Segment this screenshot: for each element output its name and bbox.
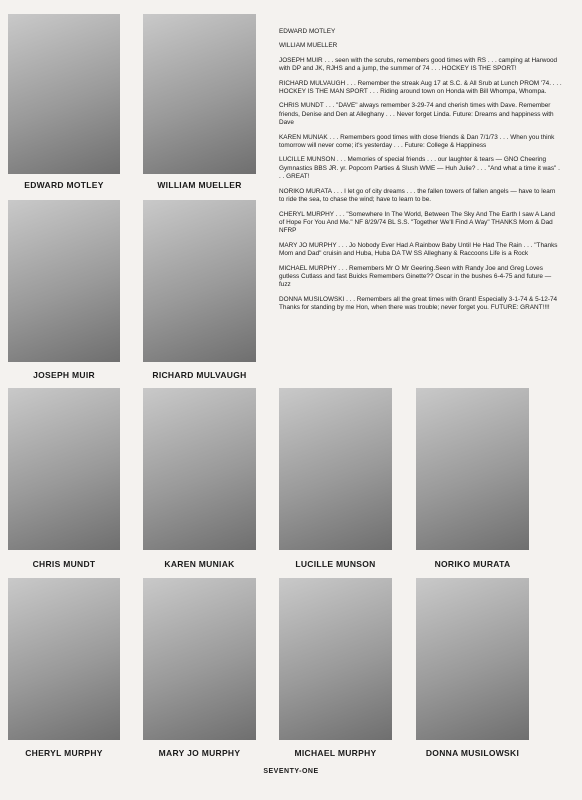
student-name: MICHAEL MURPHY bbox=[294, 748, 377, 758]
entry-name: EDWARD MOTLEY bbox=[279, 28, 336, 35]
student-name: JOSEPH MUIR bbox=[33, 370, 95, 380]
entry-text: . . . Jo Nobody Ever Had A Rainbow Baby Until He Had The Rain . . . "Thanks Mom and Dad" cruisin and Huba, Huba DA TW SS Alleghany & Raccoons Life is a Rock bbox=[279, 241, 558, 258]
student-name: RICHARD MULVAUGH bbox=[152, 370, 247, 380]
entry-text: . . . Remember the streak Aug 17 at S.C. & All Srub at Lunch PROM '74. . . . HOCKEY IS THE MAN SPORT . . . Riding around town on Honda with Bill Whompa, Whompa. bbox=[279, 79, 562, 96]
portrait-photo bbox=[416, 388, 529, 550]
entry-name: CHERYL MURPHY bbox=[279, 210, 334, 218]
write-up-entry bbox=[279, 42, 562, 50]
portrait-photo bbox=[8, 578, 120, 740]
page-number: SEVENTY-ONE bbox=[263, 768, 319, 775]
entry-text: . . . I let go of city dreams . . . the fallen towers of fallen angels — have to learn to ride the sea, to chase the wind; have to learn to be. bbox=[279, 187, 556, 204]
student-name: MARY JO MURPHY bbox=[158, 748, 241, 758]
entry-name: DONNA MUSILOWSKI bbox=[279, 295, 345, 303]
entry-text: . . . Remembers Mr O Mr Geering.Seen with Randy Joe and Greg Loves gutless Cutlass and fast Buicks Remembers Ginette?? Oscar in the bushes 6-4-75 and future — fuzz bbox=[279, 264, 552, 289]
senior-write-ups bbox=[279, 28, 562, 319]
entry-text: . . . Remembers all the great times with Grant! Especially 3-1-74 & 5-12-74 Thanks for standing by me Hon, when there was trouble; never forget you. FUTURE: GRANT!!!! bbox=[279, 295, 558, 312]
write-up-entry bbox=[279, 156, 562, 181]
write-up-entry bbox=[279, 211, 562, 236]
student-name: LUCILLE MUNSON bbox=[295, 559, 376, 569]
portrait-photo bbox=[279, 578, 392, 740]
write-up-entry bbox=[279, 28, 562, 36]
write-up-entry bbox=[279, 265, 562, 290]
write-up-entry bbox=[279, 242, 562, 259]
student-name: CHERYL MURPHY bbox=[25, 748, 103, 758]
entry-text: . . . seen with the scrubs, remembers good times with RS . . . camping at Harwood with DP and JK, RJHS and a jump, the summer of 74 . . . HOCKEY IS THE SPORT! bbox=[279, 56, 558, 73]
portrait-photo bbox=[279, 388, 392, 550]
write-up-entry bbox=[279, 80, 562, 97]
portrait-photo bbox=[8, 200, 120, 362]
student-name: CHRIS MUNDT bbox=[32, 559, 96, 569]
portrait-photo bbox=[8, 388, 120, 550]
entry-text: . . . Memories of special friends . . . our laughter & tears — GNO Cheering Gymnastics BBS JR. yr. Popcorn Parties & Slush WME — Huh Julie? . . . "And what a time it was" . . . GREAT! bbox=[279, 156, 560, 181]
entry-name: MARY JO MURPHY bbox=[279, 241, 337, 249]
write-up-entry bbox=[279, 57, 562, 74]
student-name: WILLIAM MUELLER bbox=[157, 180, 242, 190]
write-up-entry bbox=[279, 102, 562, 127]
entry-name: NORIKO MURATA bbox=[279, 187, 332, 195]
entry-name: LUCILLE MUNSON bbox=[279, 156, 336, 164]
entry-text: . . . "Somewhere In The World, Between The Sky And The Earth I saw A Land of Hope For You And Me." NF 8/29/74 BL S.S. "Together We'll Find A Way" THANKS Mom & Dad NFRP bbox=[279, 210, 555, 235]
entry-text: . . . "DAVE" always remember 3-29-74 and cherish times with Dave. Remember friends, Denise and Den at Alleghany . . . Never forget Linda. Future: Dreams and happiness with Dave bbox=[279, 102, 554, 127]
entry-name: KAREN MUNIAK bbox=[279, 133, 328, 141]
portrait-photo bbox=[8, 14, 120, 174]
entry-name: CHRIS MUNDT bbox=[279, 102, 324, 110]
student-name: EDWARD MOTLEY bbox=[24, 180, 104, 190]
student-name: NORIKO MURATA bbox=[434, 559, 511, 569]
entry-name: JOSEPH MUIR bbox=[279, 56, 323, 64]
write-up-entry bbox=[279, 188, 562, 205]
portrait-photo bbox=[416, 578, 529, 740]
entry-text: . . . Remembers good times with close friends & Dan 7/1/73 . . . When you think tomorrow will never come; it's yesterday . . . Future: College & Happiness bbox=[279, 133, 555, 150]
write-up-entry bbox=[279, 296, 562, 313]
portrait-photo bbox=[143, 388, 256, 550]
portrait-photo bbox=[143, 578, 256, 740]
write-up-entry bbox=[279, 134, 562, 151]
entry-name: MICHAEL MURPHY bbox=[279, 264, 337, 272]
student-name: DONNA MUSILOWSKI bbox=[425, 748, 520, 758]
entry-name: WILLIAM MUELLER bbox=[279, 42, 338, 50]
portrait-photo bbox=[143, 200, 256, 362]
entry-name: RICHARD MULVAUGH bbox=[279, 79, 346, 87]
student-name: KAREN MUNIAK bbox=[164, 559, 235, 569]
portrait-photo bbox=[143, 14, 256, 174]
